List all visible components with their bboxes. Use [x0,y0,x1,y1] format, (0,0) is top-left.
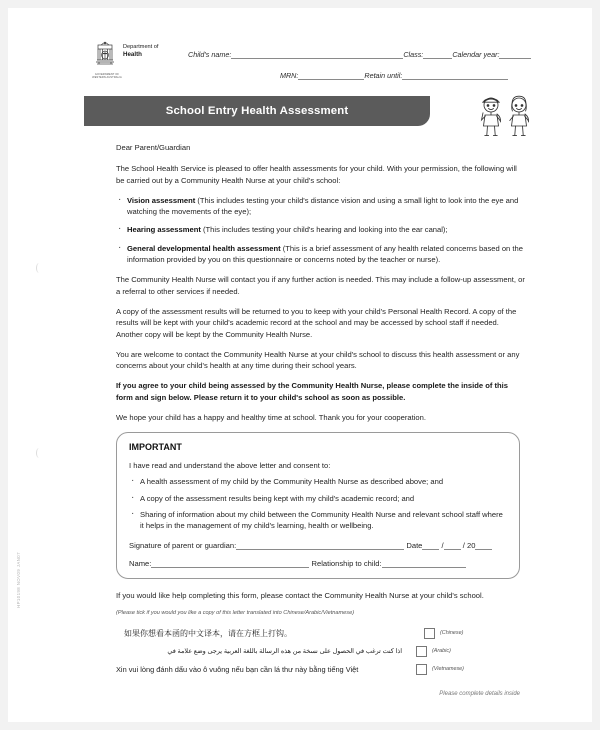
assessment-title: General developmental health assessment [127,243,281,253]
arabic-checkbox-label: (Arabic) [432,648,451,655]
welcome-paragraph: You are welcome to contact the Community Health Nurse at your child's school to discuss this health assessment or any concerns about your child's health at any time during their school years. [116,349,520,371]
title-banner-area [70,96,540,134]
letterhead [70,28,540,90]
name-label: Name: [129,558,152,568]
child-identity-fields [188,50,531,59]
assessment-description: (This includes testing your child's hearing and looking into the ear canal); [200,225,448,235]
name-input[interactable] [151,559,309,568]
record-fields [280,71,508,80]
list-item: · Sharing of information about my child between the Community Health Nurse and relevant school staff where it helps in the management of my child's learning, health or wellbeing. [129,509,507,532]
salutation: Dear Parent/Guardian [116,143,191,152]
intro-paragraph: The School Health Service is pleased to offer health assessments for your child. With your permission, the following will be carried out by a Community Health Nurse at your child's school: [116,164,517,185]
date-label: Date [406,540,423,550]
department-logo [92,40,187,80]
arabic-checkbox[interactable] [416,646,427,657]
form-sheet [70,28,540,713]
relationship-label: Relationship to child: [311,558,382,568]
signature-row [129,541,507,550]
help-paragraph: If you would like help completing this form, please contact the Community Health Nurse at your child's school. [116,590,484,600]
date-month-input[interactable] [441,540,461,550]
consent-intro: I have read and understand the above letter and consent to: [129,461,331,471]
assessment-list [116,195,526,265]
language-options [116,626,526,677]
language-row-vietnamese [116,662,526,677]
chinese-checkbox-label: (Chinese) [440,630,464,637]
child-name-label: Child's name: [188,50,232,59]
relationship-input[interactable] [382,559,466,568]
date-separator-1: / [441,540,444,550]
language-row-chinese [116,626,526,641]
list-item: · A copy of the assessment results being kept with my child's academic record; and [129,493,507,504]
signature-input[interactable] [236,541,404,550]
child-name-input[interactable] [231,51,403,59]
retain-until-label: Retain until: [364,71,403,80]
margin-mark-bottom [36,448,42,458]
name-row [129,559,507,568]
arabic-translation-text: اذا كنت ترغب في الحصول على نسخة من هذه الرسالة باللغة العربية يرجى وضع علامة في [167,647,402,655]
assessment-title: Vision assessment [127,195,196,205]
closing-paragraph: We hope your child has a happy and healthy time at school. Thank you for your cooperation. [116,413,426,423]
date-day-input[interactable] [422,541,439,550]
date-year-input[interactable] [475,541,492,550]
chinese-translation-text: 如果你想看本函的中文译本，请在方框上打钩。 [124,628,292,638]
list-item [116,224,526,235]
mrn-input[interactable] [298,72,364,80]
page-title: School Entry Health Assessment [165,105,349,117]
mrn-label: MRN: [280,71,299,80]
assessment-description: (This includes testing your child's distance vision and using a small light to look into the eye and watching the movements of the eye); [127,195,519,217]
form-code-vertical: HP10198 NOV09 JAN07 [16,552,21,608]
agreement-paragraph: If you agree to your child being assessed by the Community Health Nurse, please complete the inside of this form and sign below. Please return it to your child's school as soon as possible. [116,381,509,402]
important-consent-box [116,432,520,578]
class-input[interactable] [423,51,452,59]
vietnamese-checkbox-label: (Vietnamese) [432,666,464,673]
document-page [8,8,592,722]
class-label: Class: [403,50,424,59]
list-item [116,195,526,218]
language-row-arabic [116,644,526,659]
translation-section [116,590,526,677]
calendar-year-label: Calendar year: [452,50,500,59]
footer-note: Please complete details inside [439,690,520,697]
vietnamese-checkbox[interactable] [416,664,427,675]
date-separator-2: / 20 [462,540,476,550]
list-item: · A health assessment of my child by the Community Health Nurse as described above; and [129,476,507,487]
assessment-title: Hearing assessment [127,225,201,235]
letter-body [70,134,540,423]
important-heading: IMPORTANT [129,442,182,453]
margin-mark-top [36,263,42,273]
records-paragraph: A copy of the assessment results will be returned to you to keep with your child's Personal Health Record. A copy of the results will be kept with your child's academic record at the school and may be accessed by school staff if needed. Another copy will be kept by the Community Health Nurse. [116,306,517,339]
vietnamese-translation-text: Xin vui lòng đánh dấu vào ô vuông nếu bạn cần lá thư này bằng tiếng Việt [116,664,359,674]
calendar-year-input[interactable] [499,51,531,59]
department-name: Department of Health [123,44,159,58]
list-item [116,243,526,266]
retain-until-input[interactable] [402,72,508,80]
tick-instruction: (Please tick if you would you like a copy of this letter translated into Chinese/Arabic/Vietnamese) [116,609,355,616]
consent-list [129,476,507,531]
signature-label: Signature of parent or guardian: [129,540,237,550]
chinese-checkbox[interactable] [424,628,435,639]
wa-government-crest-icon [92,40,122,80]
contact-paragraph: The Community Health Nurse will contact you if any further action is needed. This may include a follow-up assessment, or a referral to other services if needed. [116,275,525,296]
assessment-description: (This is a brief assessment of any health related concerns based on the information provided by you on this questionnaire or concerns noted by the teacher or nurse). [127,243,523,265]
two-school-children-illustration [474,93,538,139]
title-banner [84,96,430,126]
crest-caption: GOVERNMENT OF WESTERN AUSTRALIA [92,73,122,80]
